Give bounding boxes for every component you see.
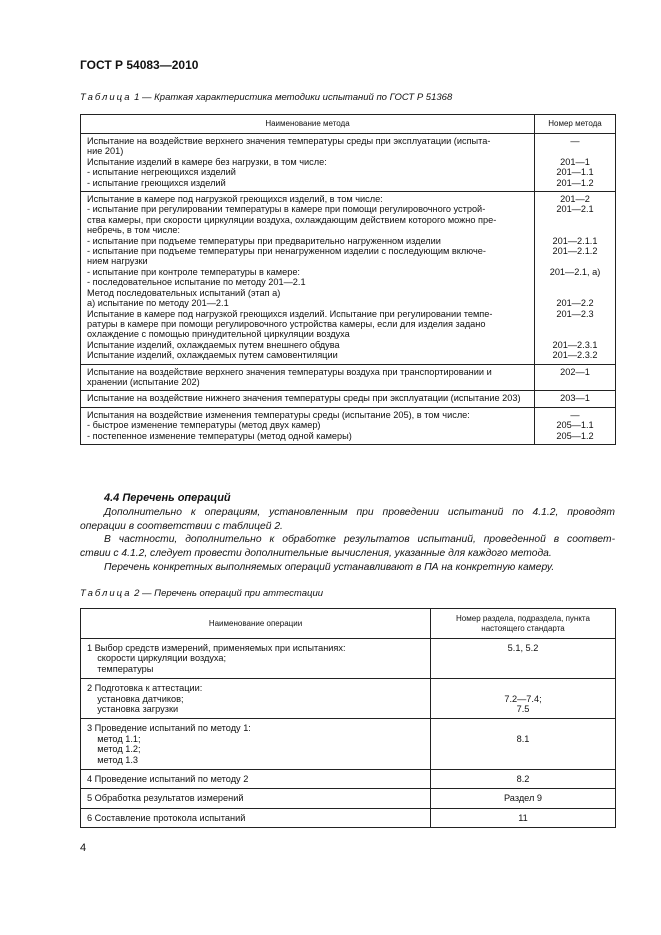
page-number: 4 [80,842,87,854]
method-number-line: 203—1 [560,393,590,404]
operation-name-cell [81,770,431,789]
method-number-line [537,146,613,156]
paragraph: ствии с 4.1.2, следует провести дополнительные вычисления, указанные для каждого метода. [80,548,552,559]
table1-caption-word: Таблица [80,92,132,103]
operation-name-line: метод 1.2; [87,744,141,755]
table1-header-number: Номер метода [535,115,616,134]
table2-row [81,679,616,719]
operation-section-line: 8.1 [516,733,530,744]
operation-section-line [433,664,613,674]
method-number-line: 201—2.2 [556,298,594,309]
operation-name-line: метод 1.3 [87,754,139,765]
method-number-line [537,215,613,225]
operation-name-line: установка датчиков; [87,693,184,704]
table2-row [81,770,616,789]
method-number-line [537,288,613,298]
document-code: ГОСТ Р 54083—2010 [80,58,199,72]
method-number-cell [535,364,616,391]
table2-header-number: Номер раздела, подраздела, пункта настоящего стандарта [431,609,616,639]
method-number-line [537,329,613,339]
table2-row [81,808,616,827]
table1-row [81,134,616,192]
paragraph: Перечень конкретных выполняемых операций устанавливают в ПА на конкретную камеру. [104,562,555,573]
method-number-line: 201—1 [560,156,590,167]
table2-header-name: Наименование операции [81,609,431,639]
method-name-line: Испытание на воздействие верхнего значения температуры среды при эксплуатации (испыта- [87,136,491,146]
method-number-line: 201—2.1, а) [549,266,601,277]
method-number-line: 201—2.3.1 [552,339,598,350]
method-name-line: а) испытание по методу 201—2.1 [87,298,229,309]
method-name-line: - постепенное изменение температуры (метод одной камеры) [87,430,352,441]
method-name-line: Испытание в камере под нагрузкой греющихся изделий, в том числе: [87,194,383,205]
method-number-line: 201—2.1.1 [552,235,598,246]
table1-caption [80,92,452,103]
method-number-line: 205—1.2 [556,430,594,441]
method-name-line: ства камеры, при скорости циркуляции воздуха, охлаждающим действием которого можно пре- [87,214,497,225]
operation-section-line: 5.1, 5.2 [507,643,539,653]
method-number-line: 201—2.3.2 [552,350,598,361]
operation-section-line [433,755,613,765]
table1-header-name: Наименование метода [81,115,535,134]
table2-caption-text: 2 — Перечень операций при аттестации [131,588,324,599]
method-number-line: 201—1.1 [556,167,594,178]
operation-name-cell [81,639,431,679]
operation-section-cell [431,639,616,679]
operation-section-line: 8.2 [516,774,530,785]
table1 [80,114,616,445]
method-number-line: 201—2.1.2 [552,246,598,257]
operation-name-line: 5 Обработка результатов измерений [87,793,244,804]
method-number-line: 201—2.1 [556,204,594,215]
method-name-line: небречь, в том числе: [87,225,180,236]
method-name-line: Испытание на воздействие нижнего значения температуры среды при эксплуатации (испытание 203) [87,393,521,404]
table2 [80,608,616,828]
method-number-line [537,256,613,266]
operation-name-cell [81,679,431,719]
operation-name-cell [81,719,431,770]
method-name-cell [81,192,535,365]
method-number-line: 205—1.1 [556,420,594,431]
operation-section-cell [431,719,616,770]
method-name-line: Испытание изделий, охлаждаемых путем внешнего обдува [87,339,340,350]
table2-row [81,789,616,808]
operation-section-line [433,683,613,693]
operation-section-line: 7.5 [516,704,530,715]
method-name-line: охлаждение с помощью принудительной циркуляции воздуха [87,329,350,340]
operation-name-line: 2 Подготовка к аттестации: [87,683,203,694]
section-title: 4.4 Перечень операций [104,492,231,504]
method-name-line: - испытание при подъеме температуры при предварительно нагруженном изделии [87,235,441,246]
paragraph: операции в соответствии с таблицей 2. [80,521,283,532]
method-name-line: хранении (испытание 202) [87,376,200,387]
method-name-cell [81,364,535,391]
method-name-line: - испытание при подъеме температуры при ненагруженном изделии с последующим включе- [87,246,486,257]
operation-name-cell [81,789,431,808]
table2-caption [80,588,323,599]
operation-section-line: 7.2—7.4; [504,693,542,704]
table2-row [81,639,616,679]
operation-section-line [433,744,613,754]
operation-name-line: 6 Составление протокола испытаний [87,812,246,823]
method-number-line [537,225,613,235]
operation-section-cell [431,679,616,719]
operation-section-line [433,723,613,733]
method-name-cell [81,407,535,444]
method-number-line: 202—1 [560,366,590,377]
method-name-line: Испытание изделий в камере без нагрузки, в том числе: [87,156,327,167]
operation-name-line: скорости циркуляции воздуха; [87,653,227,664]
operation-name-line: 4 Проведение испытаний по методу 2 [87,774,249,785]
operation-section-cell [431,789,616,808]
method-number-cell [535,134,616,192]
method-number-cell [535,407,616,444]
method-number-line: 201—1.2 [556,177,594,188]
method-number-line [537,377,613,387]
paragraph: Дополнительно к операциям, установленным при проведении испытаний по 4.1.2, проводят [104,507,615,518]
method-name-line: - испытание при контроле температуры в камере: [87,266,300,277]
method-number-line: — [570,409,580,420]
method-number-line: 201—2 [560,194,590,205]
method-number-line [537,319,613,329]
table1-row [81,391,616,407]
table2-row [81,719,616,770]
table1-caption-text: 1 — Краткая характеристика методики испытаний по ГОСТ Р 51368 [131,92,453,103]
method-name-line: нием нагрузки [87,256,148,267]
method-number-line [537,277,613,287]
operation-name-line: метод 1.1; [87,733,141,744]
method-name-line: - испытание греющихся изделий [87,177,226,188]
method-name-cell [81,391,535,407]
table2-caption-word: Таблица [80,588,132,599]
table1-row [81,364,616,391]
method-name-line: - последовательное испытание по методу 201—2.1 [87,277,306,288]
method-name-line: - испытание негреющихся изделий [87,167,236,178]
method-name-line: Испытание изделий, охлаждаемых путем самовентиляции [87,350,338,361]
paragraph: В частности, дополнительно к обработке результатов испытаний, проведенной в соответ- [104,534,615,545]
operation-name-line: температуры [87,663,154,674]
operation-section-cell [431,808,616,827]
method-name-line: Испытания на воздействие изменения температуры среды (испытание 205), в том числе: [87,409,470,420]
operation-section-line [433,653,613,663]
table1-row [81,192,616,365]
method-number-cell [535,391,616,407]
operation-name-line: установка загрузки [87,704,179,715]
method-number-cell [535,192,616,365]
method-name-cell [81,134,535,192]
operation-section-line: Раздел 9 [503,793,543,804]
method-name-line: Метод последовательных испытаний (этап а) [87,287,281,298]
table1-row [81,407,616,444]
method-number-line: 201—2.3 [556,308,594,319]
method-name-line: ратуры в камере при помощи регулировочного устройства камеры, если для изделия задано [87,318,486,329]
method-name-line: ние 201) [87,146,124,157]
method-name-line: - быстрое изменение температуры (метод двух камер) [87,420,321,431]
operation-name-line: 1 Выбор средств измерений, применяемых при испытаниях: [87,643,346,653]
method-name-line: - испытание при регулировании температуры в камере при помощи регулировочного устрой- [87,204,486,215]
operation-section-cell [431,770,616,789]
operation-name-line: 3 Проведение испытаний по методу 1: [87,723,251,734]
operation-name-cell [81,808,431,827]
method-name-line: Испытание в камере под нагрузкой греющихся изделий. Испытание при регулировании темпе- [87,308,493,319]
operation-section-line: 11 [518,812,528,823]
method-name-line: Испытание на воздействие верхнего значения температуры воздуха при транспортировании и [87,366,492,377]
method-number-line: — [570,136,580,146]
